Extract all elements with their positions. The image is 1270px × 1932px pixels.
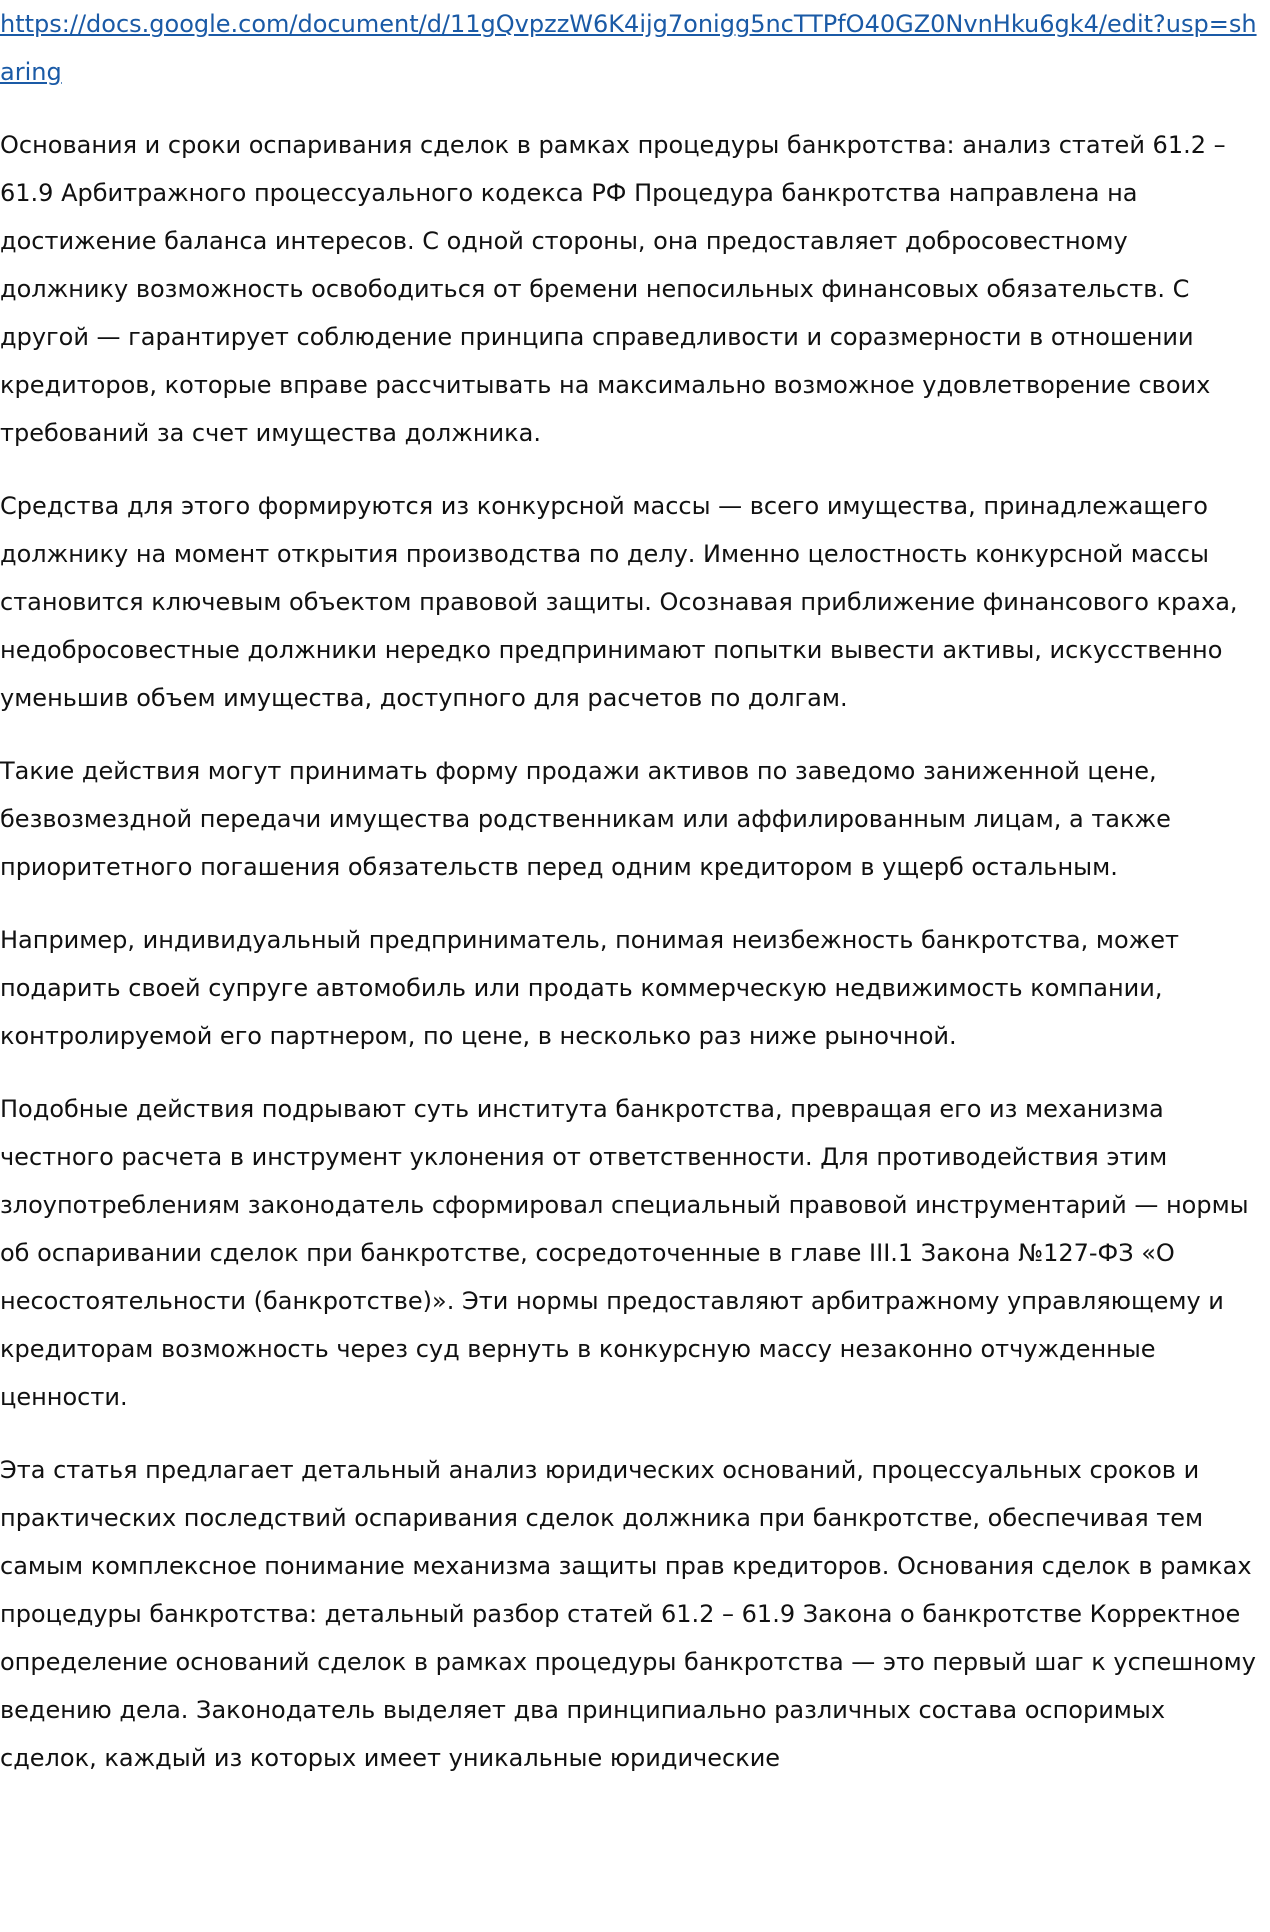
paragraph-bankruptcy-estate: Средства для этого формируются из конкурсной массы — всего имущества, принадлежащего должнику на момент открытия производства по делу. Именно целостность конкурсной массы становится ключевым объектом правовой защиты. Осознавая приближение финансового краха, недобросовестные должники нередко предпринимают попытки вывести активы, искусственно уменьшив объем имущества, доступного для расчетов по долгам. bbox=[0, 492, 1238, 712]
paragraph-article-scope: Эта статья предлагает детальный анализ юридических оснований, процессуальных сроков и практических последствий оспаривания сделок должника при банкротстве, обеспечивая тем самым комплексное понимание механизма защиты прав кредиторов. Основания сделок в рамках процедуры банкротства: детальный разбор статей 61.2 – 61.9 Закона о банкротстве Корректное определение оснований сделок в рамках процедуры банкротства — это первый шаг к успешному ведению дела. Законодатель выделяет два принципиально различных состава оспоримых сделок, каждый из которых имеет уникальные юридические bbox=[0, 1456, 1256, 1772]
paragraph-intro: Основания и сроки оспаривания сделок в рамках процедуры банкротства: анализ статей 61.2 – 61.9 Арбитражного процессуального кодекса РФ Процедура банкротства направлена на достижение баланса интересов. С одной стороны, она предоставляет добросовестному должнику возможность освободиться от бремени непосильных финансовых обязательств. С другой — гарантирует соблюдение принципа справедливости и соразмерности в отношении кредиторов, которые вправе рассчитывать на максимально возможное удовлетворение своих требований за счет имущества должника. bbox=[0, 131, 1226, 447]
paragraph-asset-transfer-forms: Такие действия могут принимать форму продажи активов по заведомо заниженной цене, безвозмездной передачи имущества родственникам или аффилированным лицам, а также приоритетного погашения обязательств перед одним кредитором в ущерб остальным. bbox=[0, 757, 1171, 881]
paragraph-example: Например, индивидуальный предприниматель, понимая неизбежность банкротства, может подарить своей супруге автомобиль или продать коммерческую недвижимость компании, контролируемой его партнером, по цене, в несколько раз ниже рыночной. bbox=[0, 926, 1180, 1050]
paragraph-legal-tools: Подобные действия подрывают суть института банкротства, превращая его из механизма честного расчета в инструмент уклонения от ответственности. Для противодействия этим злоупотреблениям законодатель сформировал специальный правовой инструментарий — нормы об оспаривании сделок при банкротстве, сосредоточенные в главе III.1 Закона №127-ФЗ «О несостоятельности (банкротстве)». Эти нормы предоставляют арбитражному управляющему и кредиторам возможность через суд вернуть в конкурсную массу незаконно отчужденные ценности. bbox=[0, 1095, 1249, 1411]
document-link[interactable]: https://docs.google.com/document/d/11gQvpzzW6K4ijg7onigg5ncTTPfO40GZ0NvnHku6gk4/edit?usp=sharing bbox=[0, 10, 1257, 86]
